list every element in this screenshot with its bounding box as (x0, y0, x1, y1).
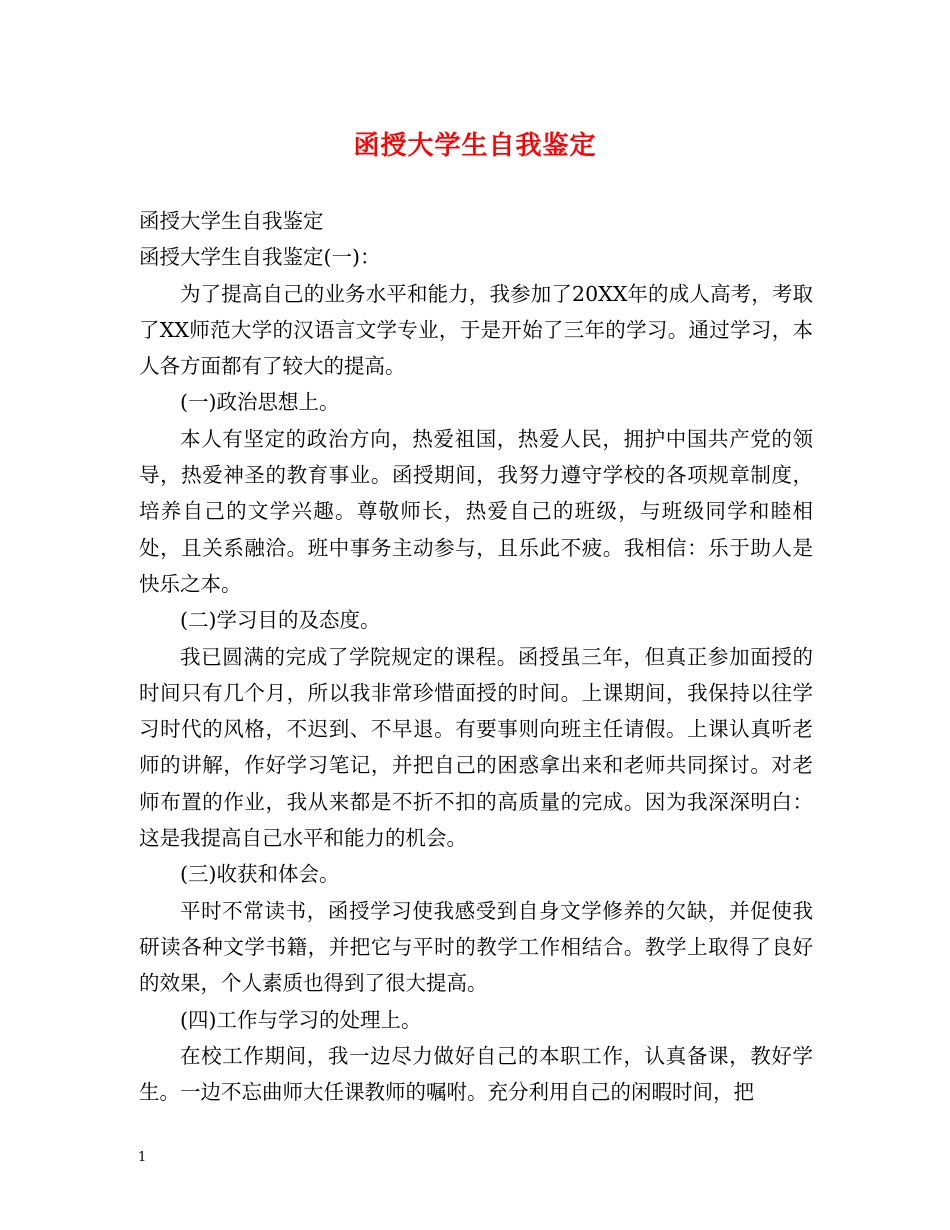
paragraph: 本人有坚定的政治方向，热爱祖国，热爱人民，拥护中国共产党的领导，热爱神圣的教育事业。函授期间，我努力遵守学校的各项规章制度，培养自己的文学兴趣。尊敬师长，热爱自己的班级，与班级同学和睦相处，且关系融洽。班中事务主动参与，且乐此不疲。我相信：乐于助人是快乐之本。 (139, 426, 813, 596)
paragraph: 函授大学生自我鉴定 (139, 209, 324, 233)
paragraph: 为了提高自己的业务水平和能力，我参加了20XX年的成人高考，考取了XX师范大学的汉语言文学专业，于是开始了三年的学习。通过学习，本人各方面都有了较大的提高。 (139, 281, 813, 379)
paragraph: 平时不常读书，函授学习使我感受到自身文学修养的欠缺，并促使我研读各种文学书籍，并把它与平时的教学工作相结合。教学上取得了良好的效果，个人素质也得到了很大提高。 (139, 898, 813, 996)
document-title: 函授大学生自我鉴定 (353, 131, 597, 161)
page-number: 1 (138, 1150, 147, 1165)
paragraph: 函授大学生自我鉴定(一)： (139, 245, 381, 270)
section-heading: (二)学习目的及态度。 (180, 608, 381, 633)
section-heading: (一)政治思想上。 (180, 390, 340, 415)
paragraph: 我已圆满的完成了学院规定的课程。函授虽三年，但真正参加面授的时间只有几个月，所以我非常珍惜面授的时间。上课期间，我保持以往学习时代的风格，不迟到、不早退。有要事则向班主任请假。上课认真听老师的讲解，作好学习笔记，并把自己的困惑拿出来和老师共同探讨。对老师布置的作业，我从来都是不折不扣的高质量的完成。因为我深深明白：这是我提高自己水平和能力的机会。 (139, 644, 813, 851)
document-body (139, 203, 813, 1110)
section-heading: (三)收获和体会。 (180, 862, 340, 887)
paragraph: 在校工作期间，我一边尽力做好自己的本职工作，认真备课，教好学生。一边不忘曲师大任课教师的嘱咐。充分利用自己的闲暇时间，把 (139, 1043, 813, 1105)
section-heading: (四)工作与学习的处理上。 (180, 1007, 422, 1032)
